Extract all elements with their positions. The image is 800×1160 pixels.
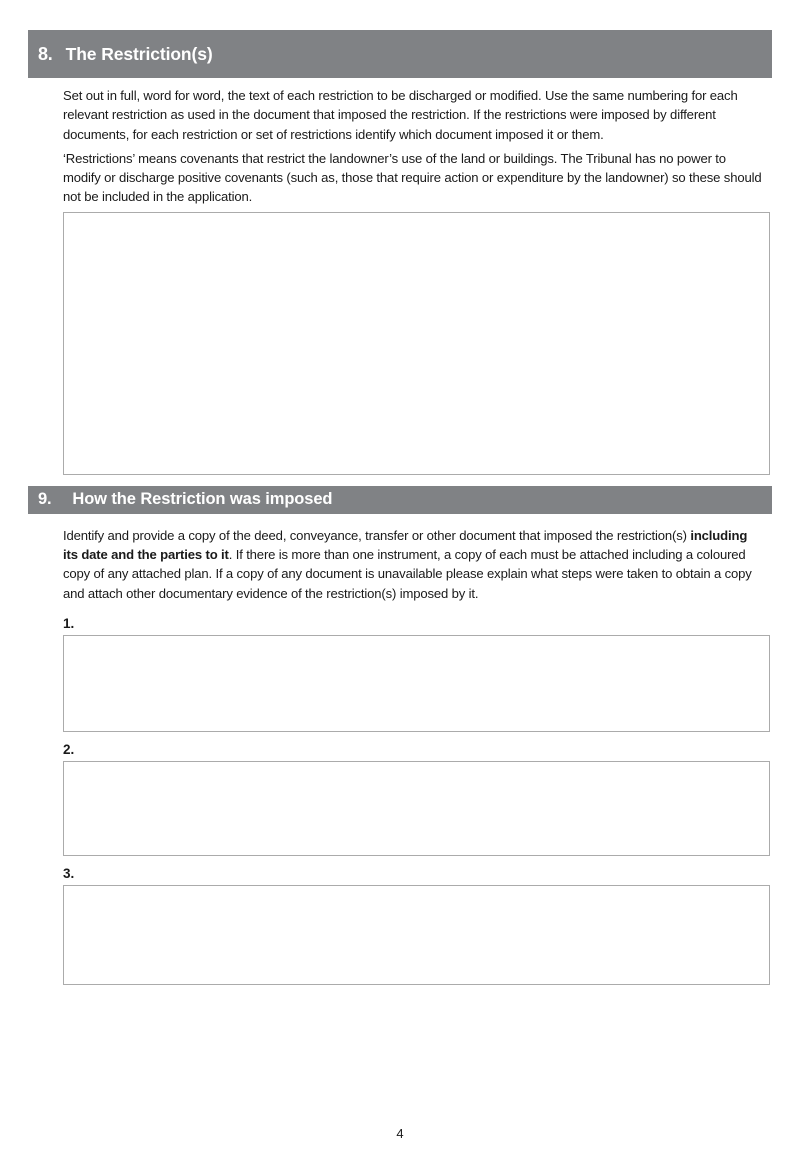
- section-8-instructions-1: Set out in full, word for word, the text of each restriction to be discharged or modified. Use the same numbering for each relevant restriction as used in the document that imposed the restriction. If the restrictions were imposed by different documents, for each restriction or set of restrictions identify which document imposed it or them.: [63, 88, 738, 142]
- section-9-header: [28, 486, 772, 514]
- instrument-1-entry-box[interactable]: [63, 635, 770, 732]
- instrument-2-entry-box[interactable]: [63, 761, 770, 856]
- section-8-number: 8.: [38, 43, 53, 64]
- section-8-header: [28, 30, 772, 78]
- section-9-title: How the Restriction was imposed: [72, 490, 333, 509]
- instrument-3-label: 3.: [63, 865, 75, 881]
- section-9-instructions-bold-phrase: including its date and the parties to it: [63, 527, 748, 563]
- instrument-1-label: 1.: [63, 615, 75, 631]
- section-9-instructions-after-bold: . If there is more than one instrument, a copy of each must be attached including a coloured copy of any attached plan. If a copy of any document is unavailable please explain what steps were taken to obtain a copy and attach other documentary evidence of the restriction(s) imposed by it.: [63, 547, 752, 601]
- section-9-instructions: [63, 526, 765, 603]
- section-9-instructions-before-bold: Identify and provide a copy of the deed, conveyance, transfer or other document that imposed the restriction(s): [63, 527, 691, 543]
- form-page: [0, 30, 800, 1141]
- page-number: 4: [396, 1126, 404, 1141]
- section-9-number: 9.: [38, 490, 52, 509]
- section-8-instructions-2: ‘Restrictions’ means covenants that restrict the landowner’s use of the land or buildings. The Tribunal has no power to modify or discharge positive covenants (such as, those that require action or expenditure by the landowner) so these should not be included in the application.: [63, 150, 762, 205]
- instrument-2-label: 2.: [63, 741, 75, 757]
- section-8-title: The Restriction(s): [65, 43, 213, 64]
- instrument-3-entry-box[interactable]: [63, 885, 770, 985]
- restrictions-text-entry-box[interactable]: [63, 212, 770, 475]
